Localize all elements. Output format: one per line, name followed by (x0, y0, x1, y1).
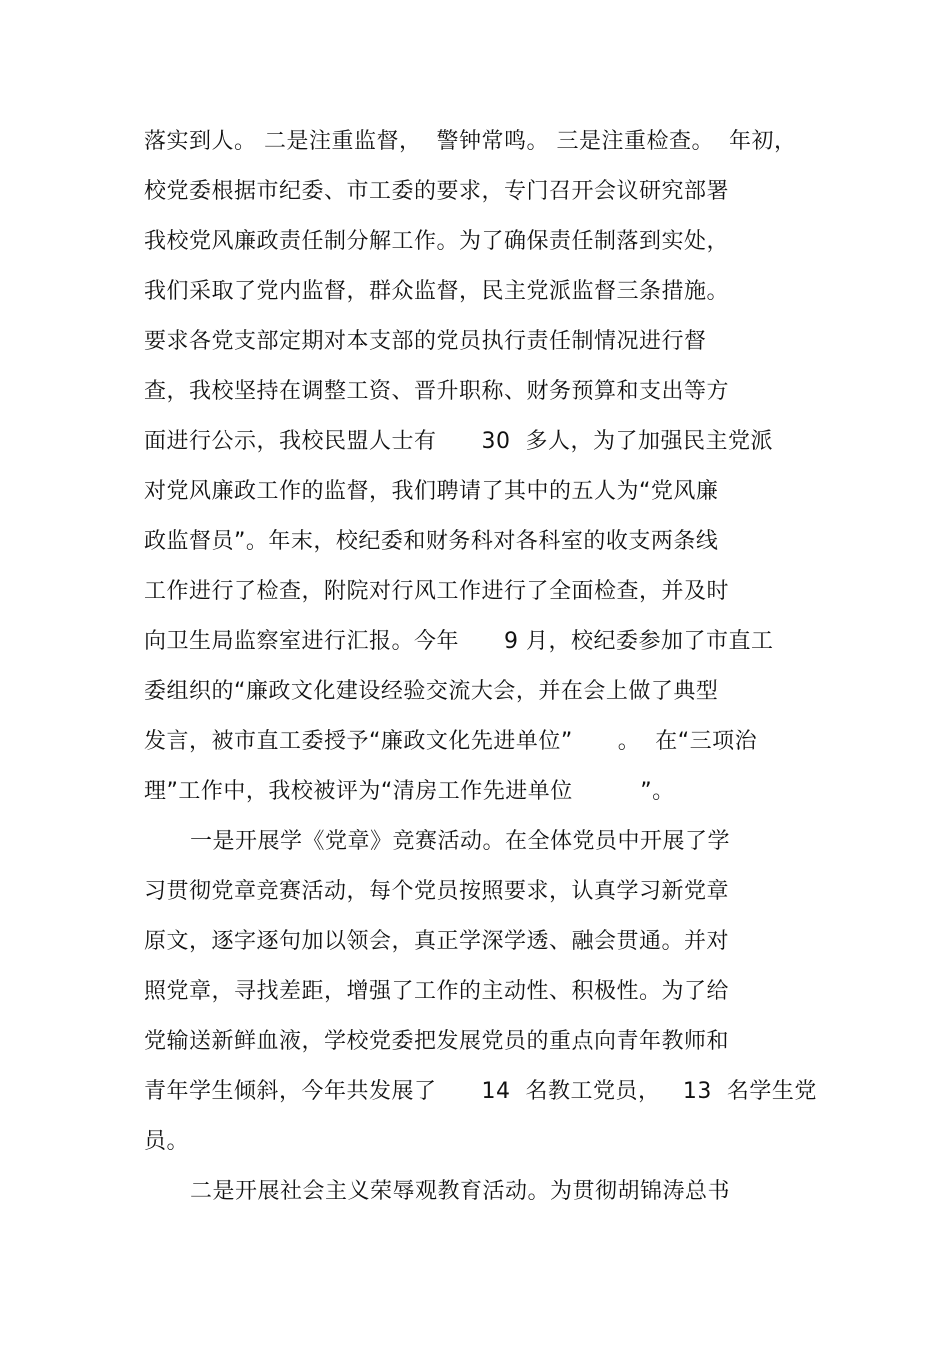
text-line-1: 落实到人。 二是注重监督， 警钟常鸣。 三是注重检查。 年初， (144, 129, 797, 154)
text-line-14: 理”工作中，我校被评为“清房工作先进单位 ”。 (144, 779, 675, 804)
text-line-17: 原文，逐字逐句加以领会，真正学深学透、融会贯通。并对 (144, 929, 730, 954)
text-line-15: 一是开展学《党章》竞赛活动。在全体党员中开展了学 (190, 829, 731, 854)
text-line-2: 校党委根据市纪委、市工委的要求，专门召开会议研究部署 (144, 179, 730, 204)
text-line-16: 习贯彻党章竞赛活动，每个党员按照要求，认真学习新党章 (144, 879, 730, 904)
text-line-11: 向卫生局监察室进行汇报。今年 9 月，校纪委参加了市直工 (144, 629, 774, 654)
text-line-10: 工作进行了检查，附院对行风工作进行了全面检查，并及时 (144, 579, 730, 604)
text-line-4: 我们采取了党内监督，群众监督，民主党派监督三条措施。 (144, 279, 730, 304)
text-line-21: 员。 (144, 1129, 190, 1154)
text-line-3: 我校党风廉政责任制分解工作。为了确保责任制落到实处， (144, 229, 730, 254)
text-line-8: 对党风廉政工作的监督，我们聘请了其中的五人为“党风廉 (144, 479, 719, 504)
text-line-19: 党输送新鲜血液，学校党委把发展党员的重点向青年教师和 (144, 1029, 730, 1054)
text-line-7: 面进行公示，我校民盟人士有 30 多人，为了加强民主党派 (144, 429, 773, 454)
text-line-5: 要求各党支部定期对本支部的党员执行责任制情况进行督 (144, 329, 707, 354)
text-line-18: 照党章，寻找差距，增强了工作的主动性、积极性。为了给 (144, 979, 730, 1004)
text-line-9: 政监督员”。年末，校纪委和财务科对各科室的收支两条线 (144, 529, 719, 554)
text-line-6: 查，我校坚持在调整工资、晋升职称、财务预算和支出等方 (144, 379, 730, 404)
text-line-12: 委组织的“廉政文化建设经验交流大会，并在会上做了典型 (144, 679, 719, 704)
text-line-13: 发言，被市直工委授予“廉政文化先进单位” 。 在“三项治 (144, 729, 758, 754)
text-line-22: 二是开展社会主义荣辱观教育活动。为贯彻胡锦涛总书 (190, 1179, 731, 1204)
text-line-20: 青年学生倾斜，今年共发展了 14 名教工党员， 13 名学生党 (144, 1079, 817, 1104)
